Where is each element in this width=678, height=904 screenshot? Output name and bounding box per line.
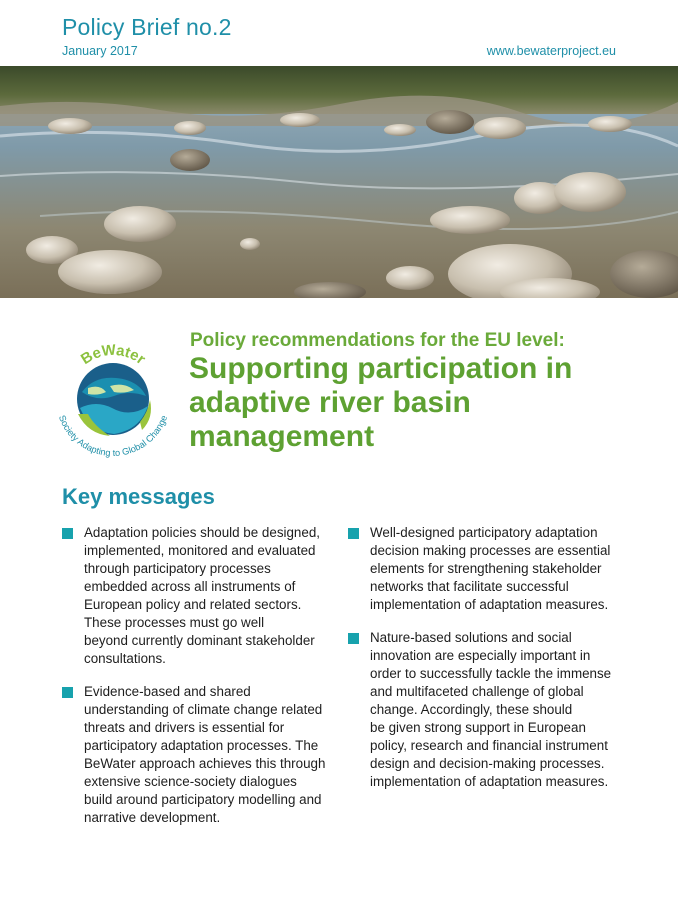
key-message-text: Nature-based solutions and social innovation are especially important in order to successfully tackle the immense and multifaceted challenge of global change. Accordingly, these should be given strong support in European policy, research and financial instrument design and decision-making processes. implementation of adaptation measures. [370, 630, 612, 789]
brief-subtitle: Policy recommendations for the EU level: [190, 330, 565, 351]
key-message-item [348, 524, 628, 614]
key-messages-heading: Key messages [62, 484, 215, 509]
square-bullet-icon [62, 528, 73, 539]
square-bullet-icon [348, 633, 359, 644]
bewater-logo [44, 330, 182, 468]
key-message-text: Evidence-based and shared understanding of climate change related threats and drivers is essential for participatory adaptation processes. The BeWater approach achieves this through extensive science-society dialogues build around participatory modelling and narrative development. [84, 684, 326, 825]
key-message-item [62, 683, 332, 827]
brief-main-title: Supporting participation in adaptive river basin management [189, 352, 573, 453]
key-message-item [62, 524, 332, 668]
square-bullet-icon [62, 687, 73, 698]
key-message-text: Well-designed participatory adaptation decision making processes are essential elements for strengthening stakeholder networks that facilitate successful implementation of adaptation measures. [370, 525, 611, 612]
river-photo [0, 66, 678, 298]
project-website-link[interactable]: www.bewaterproject.eu [486, 44, 616, 58]
key-message-item [348, 629, 628, 791]
logo-tagline-text: Society Adapting to Global Change [56, 413, 170, 458]
policy-brief-title: Policy Brief no.2 [62, 14, 232, 40]
logo-name-text: BeWater [77, 341, 149, 369]
publication-date: January 2017 [62, 44, 138, 58]
key-messages-left-column [62, 524, 332, 842]
square-bullet-icon [348, 528, 359, 539]
key-messages-right-column [348, 524, 628, 806]
key-message-text: Adaptation policies should be designed, implemented, monitored and evaluated through participatory processes embedded across all instruments of European policy and related sectors. These processes must go well beyond currently dominant stakeholder consultations. [84, 525, 320, 666]
